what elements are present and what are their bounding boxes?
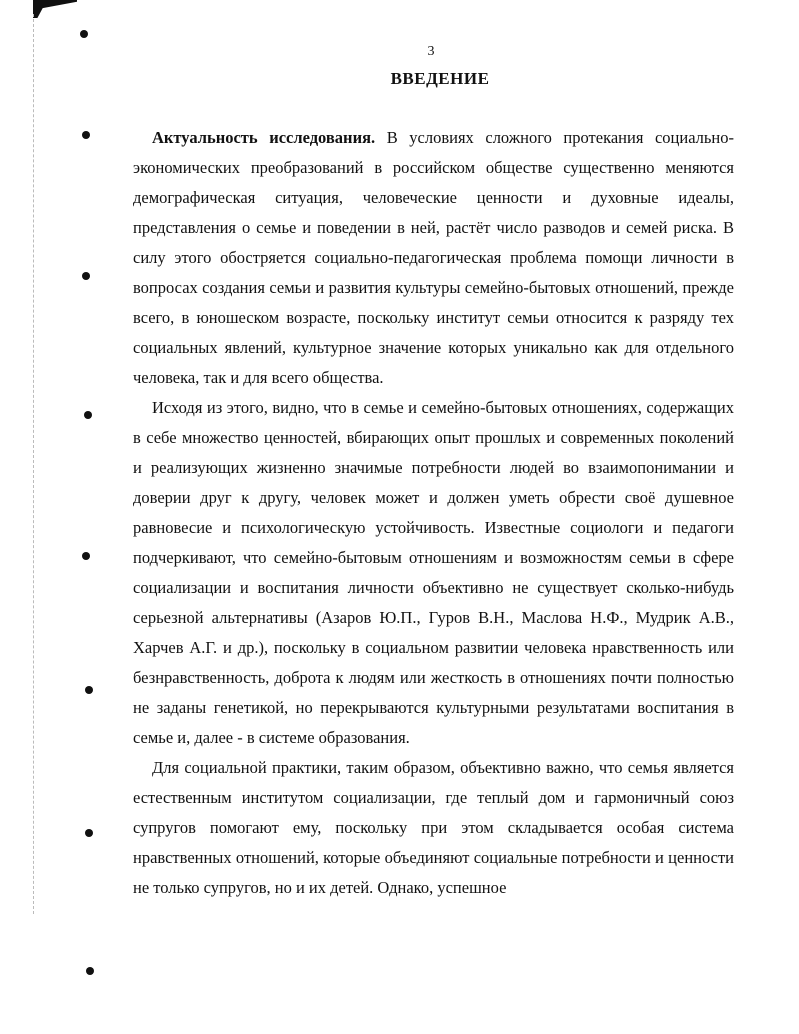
- punch-hole-dot: [85, 686, 93, 694]
- punch-hole-dot: [82, 272, 90, 280]
- paragraph-social-practice: Для социальной практики, таким образом, объективно важно, что семья является естественным институтом социализации, где теплый дом и гармоничный союз супругов помогают ему, поскольку при этом складывается особая система нравственных отношений, которые объединяют социальные потребности и ценности не только супругов, но и их детей. Однако, успешное: [133, 758, 734, 897]
- body-text: [133, 123, 734, 903]
- punch-hole-dot: [82, 131, 90, 139]
- page-number: 3: [427, 44, 435, 59]
- punch-hole-dot: [84, 411, 92, 419]
- punch-hole-dot: [85, 829, 93, 837]
- punch-hole-dot: [80, 30, 88, 38]
- paragraph-family-values: Исходя из этого, видно, что в семье и семейно-бытовых отношениях, содержащих в себе множество ценностей, вбирающих опыт прошлых и современных поколений и реализующих жизненно значимые потребности людей во взаимопонимании и доверии друг к другу, человек может и должен уметь обрести своё душевное равновесие и психологическую устойчивость. Известные социологи и педагоги подчеркивают, что семейно-бытовым отношениям и возможностям семьи в сфере социализации и воспитания личности объективно не существует сколько-нибудь серьезной альтернативы (Азаров Ю.П., Гуров В.Н., Маслова Н.Ф., Мудрик А.В., Харчев А.Г. и др.), поскольку в социальном развитии человека нравственность или безнравственность, доброта к людям или жесткость в отношениях почти полностью не заданы генетикой, но перекрываются культурными результатами воспитания в семье и, далее - в системе образования.: [133, 398, 734, 747]
- paragraph-relevance: [133, 123, 734, 393]
- scan-corner-mark: [33, 0, 77, 18]
- paragraph-text: В условиях сложного протекания социально-экономических преобразований в российском обществе существенно меняются демографическая ситуация, человеческие ценности и духовные идеалы, представления о семье и поведении в ней, растёт число разводов и семей риска. В силу этого обостряется социально-педагогическая проблема помощи личности в вопросах создания семьи и развития культуры семейно-бытовых отношений, прежде всего, в юношеском возрасте, поскольку институт семьи относится к разряду тех социальных явлений, культурное значение которых уникально как для отдельного человека, так и для всего общества.: [133, 128, 735, 387]
- punch-hole-dot: [86, 967, 94, 975]
- page-title: ВВЕДЕНИЕ: [390, 69, 490, 88]
- binding-edge-line: [33, 14, 35, 914]
- paragraph-lead: Актуальность исследования.: [152, 128, 376, 147]
- punch-hole-dot: [82, 552, 90, 560]
